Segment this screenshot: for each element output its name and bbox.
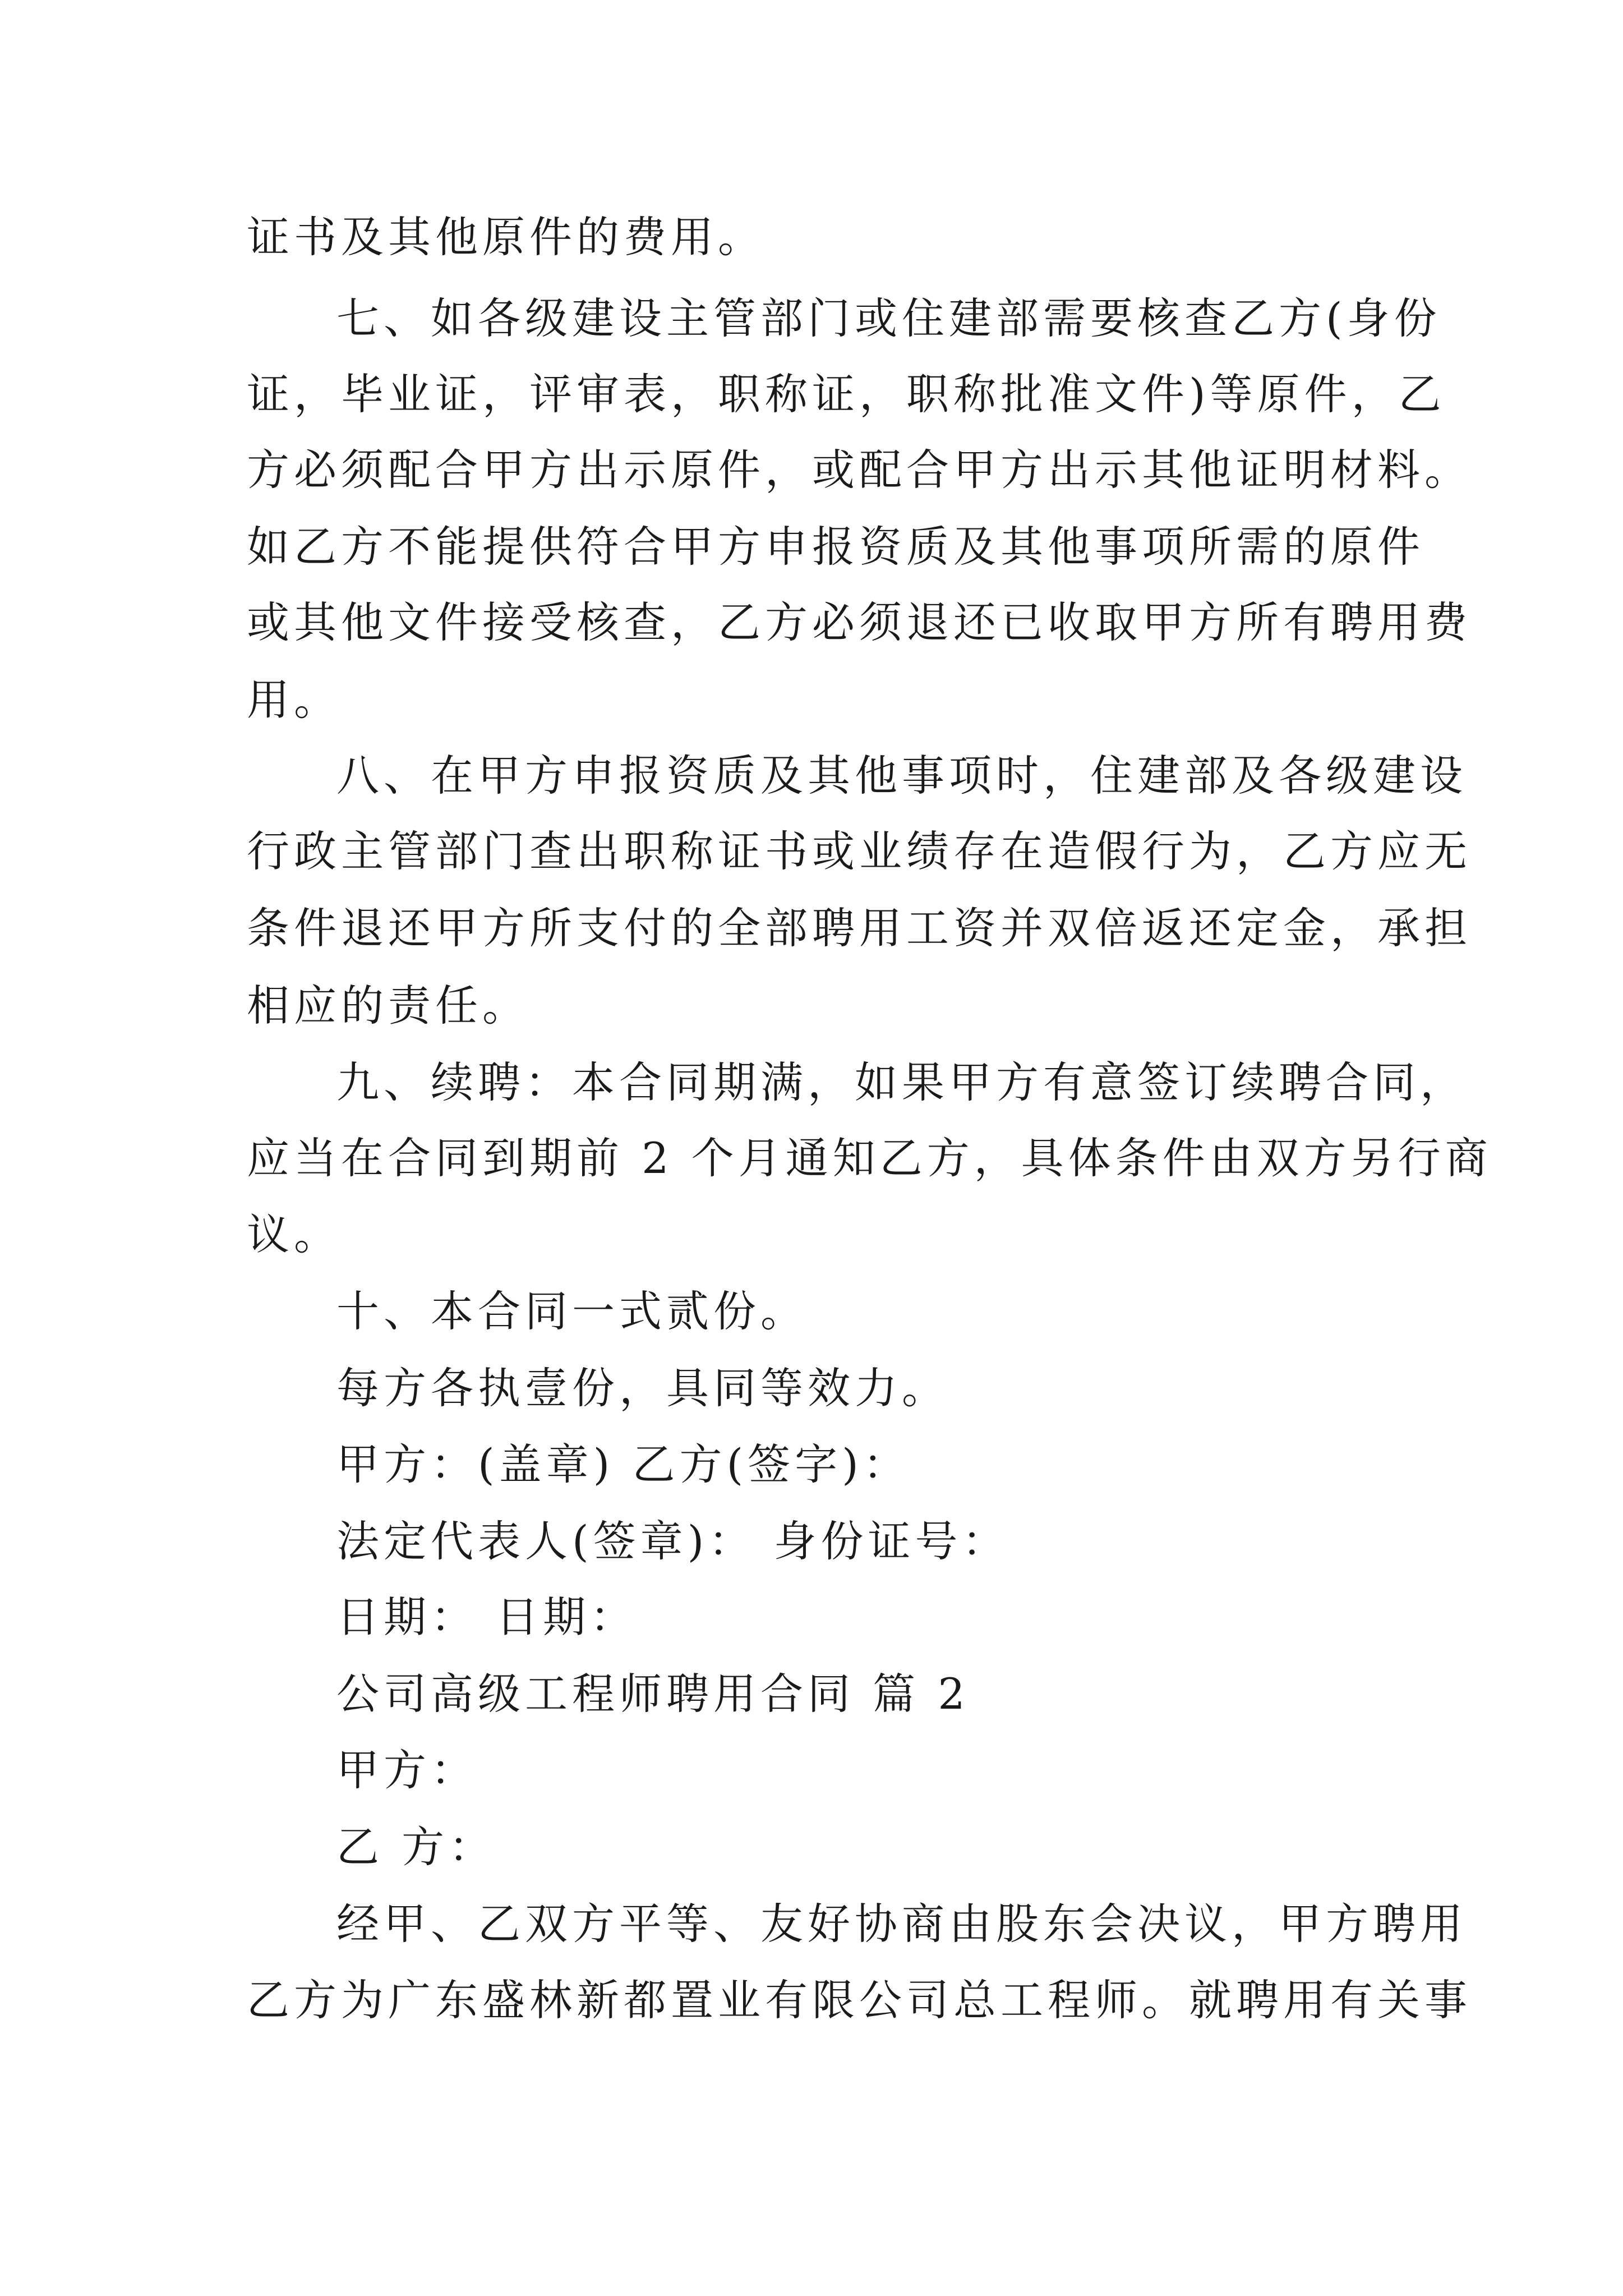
text-line-3: 证，毕业证，评审表，职称证，职称批准文件)等原件，乙 — [247, 369, 1446, 419]
text-line-7: 用。 — [247, 675, 341, 725]
text-line-12: 九、续聘：本合同期满，如果甲方有意签订续聘合同， — [336, 1057, 1467, 1107]
text-line-21: 甲方： — [336, 1745, 478, 1795]
text-line-17: 甲方：(盖章) 乙方(签字)： — [336, 1439, 910, 1489]
text-line-19: 日期： 日期： — [336, 1592, 638, 1642]
text-line-9: 行政主管部门查出职称证书或业绩存在造假行为，乙方应无 — [247, 826, 1472, 876]
text-line-22: 乙 方： — [336, 1822, 496, 1872]
text-line-2: 七、如各级建设主管部门或住建部需要核查乙方(身份 — [336, 293, 1441, 343]
text-line-1: 证书及其他原件的费用。 — [247, 212, 765, 262]
text-line-10: 条件退还甲方所支付的全部聘用工资并双倍返还定金，承担 — [247, 903, 1472, 953]
text-line-4: 方必须配合甲方出示原件，或配合甲方出示其他证明材料。 — [247, 445, 1472, 495]
text-line-5: 如乙方不能提供符合甲方申报资质及其他事项所需的原件 — [247, 522, 1424, 572]
text-line-20: 公司高级工程师聘用合同 篇 2 — [336, 1669, 970, 1719]
text-line-6: 或其他文件接受核查，乙方必须退还已收取甲方所有聘用费 — [247, 597, 1472, 647]
text-line-8: 八、在甲方申报资质及其他事项时，住建部及各级建设 — [336, 751, 1467, 800]
text-line-23: 经甲、乙双方平等、友好协商由股东会决议，甲方聘用 — [336, 1899, 1467, 1949]
text-line-16: 每方各执壹份，具同等效力。 — [336, 1363, 949, 1413]
text-line-11: 相应的责任。 — [247, 981, 529, 1030]
text-line-13: 应当在合同到期前 2 个月通知乙方，具体条件由双方另行商 — [247, 1133, 1492, 1183]
text-line-24: 乙方为广东盛林新都置业有限公司总工程师。就聘用有关事 — [247, 1975, 1472, 2025]
text-line-15: 十、本合同一式贰份。 — [336, 1286, 808, 1336]
text-line-18: 法定代表人(签章)： 身份证号： — [336, 1516, 1009, 1566]
text-line-14: 议。 — [247, 1209, 341, 1259]
